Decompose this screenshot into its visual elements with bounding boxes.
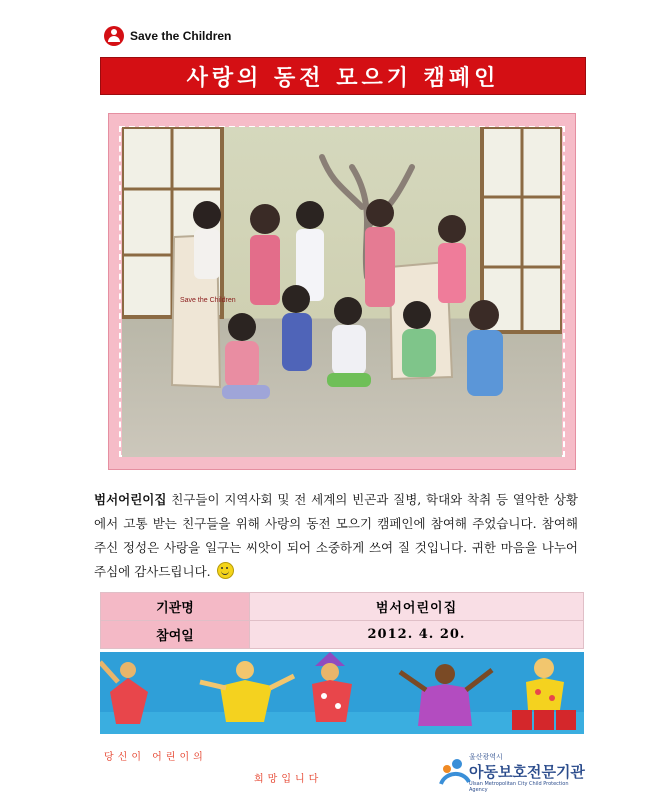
bag-label: Save the Children	[180, 297, 236, 304]
title-banner	[100, 57, 586, 95]
agency-logo	[437, 752, 587, 792]
campaign-description	[94, 488, 578, 584]
table-row	[101, 593, 584, 621]
info-table	[100, 592, 584, 649]
slogan-line-2: 희망입니다	[254, 774, 323, 785]
date-label: 참여일	[101, 621, 250, 649]
institution-label: 기관명	[101, 593, 250, 621]
slogan-line-1: 당신이 어린이의	[104, 752, 207, 763]
participant-name: 범서어린이집	[94, 492, 167, 507]
children-art-strip	[100, 652, 584, 734]
smiley-icon	[217, 562, 234, 579]
agency-emblem-icon	[437, 754, 471, 788]
page-title: 사랑의 동전 모으기 캠페인	[186, 64, 500, 91]
agency-english-name: Ulsan Metropolitan City Child Protection Agency	[469, 781, 569, 793]
agency-city: 울산광역시	[469, 753, 503, 761]
group-photo-illustration	[122, 127, 562, 457]
save-the-children-logo	[104, 26, 231, 46]
group-photo	[122, 127, 562, 457]
table-row	[101, 621, 584, 649]
save-the-children-icon	[104, 26, 124, 46]
institution-value: 범서어린이집	[250, 593, 584, 621]
agency-name: 아동보호전문기관	[469, 763, 585, 781]
org-name: Save the Children	[130, 29, 232, 43]
description-text: 친구들이 지역사회 및 전 세계의 빈곤과 질병, 학대와 착취 등 열악한 상황에서 고통 받는 친구들을 위해 사랑의 동전 모으기 캠페인에 참여해 주었습니다. 참여해 주신 정성은 사랑을 일구는 씨앗이 되어 소중하게 쓰여 질 것입니다. 귀한 마음을 나누어 주심에 감사드립니다.	[94, 492, 578, 579]
date-value: 2012. 4. 20.	[250, 621, 584, 649]
children-illustration	[100, 652, 584, 734]
